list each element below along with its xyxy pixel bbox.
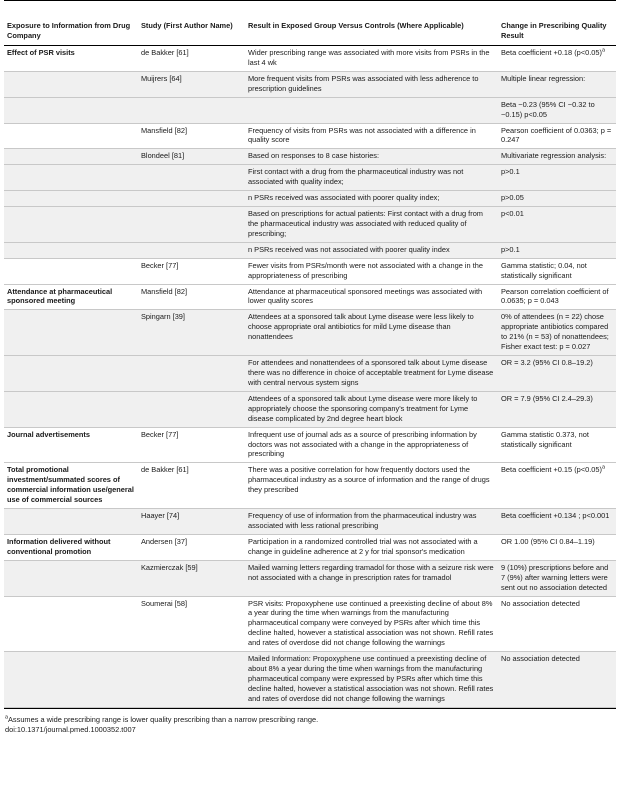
result-cell [245, 71, 498, 97]
exposure-cell-text: Attendance at pharmaceutical sponsored meeting [7, 286, 113, 306]
result-cell-text: Mailed warning letters regarding tramadol for those with a seizure risk were not associated with a change in prescription rates for tramadol [248, 562, 494, 582]
study-cell-text: de Bakker [61] [141, 47, 189, 57]
change-cell [498, 71, 616, 97]
table-header [4, 1, 616, 46]
result-cell [245, 191, 498, 207]
result-cell [245, 560, 498, 596]
table-row [4, 310, 616, 356]
table-row [4, 463, 616, 509]
change-cell [498, 191, 616, 207]
change-cell [498, 463, 616, 509]
result-cell [245, 391, 498, 427]
table-row [4, 356, 616, 392]
result-cell [245, 123, 498, 149]
change-cell-text: Beta coefficient +0.15 (p<0.05) [501, 465, 602, 475]
result-cell [245, 284, 498, 310]
table-footnote [4, 715, 616, 725]
study-cell [138, 560, 245, 596]
exposure-cell [4, 596, 138, 652]
result-cell-text: For attendees and nonattendees of a sponsored talk about Lyme disease there was no difference in choice of acceptable treatment for Lyme disease with central nervous system signs [248, 358, 494, 387]
exposure-cell [4, 652, 138, 708]
exposure-cell [4, 391, 138, 427]
study-cell-text: Becker [77] [141, 260, 179, 270]
exposure-cell [4, 560, 138, 596]
change-cell [498, 207, 616, 243]
exposure-cell-text: Information delivered without conventional promotion [7, 536, 111, 556]
change-cell [498, 560, 616, 596]
result-cell-text: Attendance at pharmaceutical sponsored meetings was associated with lower quality scores [248, 286, 483, 306]
header-change: Change in Prescribing Quality Result [501, 21, 607, 40]
result-cell [245, 149, 498, 165]
footnote-reference: a [601, 464, 605, 471]
exposure-cell [4, 191, 138, 207]
table-row [4, 509, 616, 535]
change-cell [498, 284, 616, 310]
study-cell [138, 356, 245, 392]
header-row [4, 1, 616, 46]
table-row [4, 71, 616, 97]
table-row [4, 97, 616, 123]
table-row [4, 596, 616, 652]
result-cell [245, 534, 498, 560]
exposure-cell [4, 463, 138, 509]
change-cell [498, 534, 616, 560]
change-cell-text: No association detected [501, 598, 580, 608]
study-cell-text: de Bakker [61] [141, 465, 189, 475]
table-row [4, 149, 616, 165]
change-cell-text: Pearson correlation coefficient of 0.0635; p = 0.043 [501, 286, 609, 306]
study-cell [138, 258, 245, 284]
exposure-cell [4, 165, 138, 191]
exposure-cell [4, 258, 138, 284]
result-cell [245, 509, 498, 535]
doi-link[interactable]: doi:10.1371/journal.pmed.1000352.t007 [5, 724, 136, 734]
study-cell [138, 191, 245, 207]
study-cell [138, 71, 245, 97]
change-cell-text: Beta coefficient +0.134 ; p<0.001 [501, 511, 610, 521]
exposure-cell [4, 534, 138, 560]
results-table [4, 0, 616, 708]
study-cell-text: Mansfield [82] [141, 286, 188, 296]
header-result: Result in Exposed Group Versus Controls (Where Applicable) [248, 21, 464, 30]
exposure-cell [4, 97, 138, 123]
table-row [4, 284, 616, 310]
result-cell-text: Infrequent use of journal ads as a source of prescribing information by doctors was not associated with a change in the appropriateness of prescribing [248, 429, 477, 459]
table-row [4, 258, 616, 284]
table-bottom-rule [4, 708, 616, 709]
study-cell [138, 45, 245, 71]
result-cell [245, 97, 498, 123]
exposure-cell [4, 149, 138, 165]
study-cell [138, 534, 245, 560]
change-cell [498, 97, 616, 123]
table-row [4, 560, 616, 596]
table-row [4, 427, 616, 463]
study-cell [138, 284, 245, 310]
change-cell [498, 596, 616, 652]
study-cell-text: Andersen [37] [141, 536, 188, 546]
change-cell-text: Multiple linear regression: [501, 73, 586, 83]
exposure-cell [4, 123, 138, 149]
result-cell [245, 310, 498, 356]
table-row [4, 45, 616, 71]
result-cell [245, 258, 498, 284]
study-cell [138, 207, 245, 243]
result-cell-text: Wider prescribing range was associated with more visits from PSRs in the last 4 wk [248, 47, 490, 67]
change-cell [498, 258, 616, 284]
result-cell [245, 207, 498, 243]
change-cell-text: Multivariate regression analysis: [501, 151, 607, 161]
study-cell [138, 97, 245, 123]
result-cell [245, 356, 498, 392]
study-cell [138, 509, 245, 535]
study-cell-text: Muijrers [64] [141, 73, 182, 83]
result-cell-text: Frequency of use of information from the pharmaceutical industry was associated with less rational prescribing [248, 511, 477, 530]
footnote-reference: a [601, 47, 605, 54]
table-row [4, 534, 616, 560]
change-cell-text: p<0.01 [501, 209, 524, 219]
change-cell-text: Beta −0.23 (95% CI −0.32 to −0.15) p<0.05 [501, 99, 595, 119]
result-cell-text: Mailed Information: Propoxyphene use continued a preexisting decline of about 8% a year during the time when warnings from the manufacturing pharmaceutical company were expressed by PSRs after which time this decline halted, however a statistical association was not shown. Refill rates and rates of overdose did not change following the warnings [248, 654, 494, 703]
change-cell [498, 310, 616, 356]
study-cell-text: Spingarn [39] [141, 312, 185, 322]
exposure-cell [4, 356, 138, 392]
result-cell-text: Fewer visits from PSRs/month were not associated with a change in the appropriateness of prescribing [248, 260, 483, 280]
study-cell-text: Haayer [74] [141, 511, 180, 521]
study-cell [138, 165, 245, 191]
table-row [4, 207, 616, 243]
table-row [4, 242, 616, 258]
result-cell-text: Based on prescriptions for actual patients: First contact with a drug from the pharmaceutical industry was associated with reduced quality of prescribing; [248, 209, 483, 238]
exposure-cell-text: Journal advertisements [7, 429, 90, 439]
result-cell-text: More frequent visits from PSRs was associated with less adherence to prescription guidelines [248, 73, 479, 93]
change-cell-text: p>0.05 [501, 193, 524, 203]
study-cell [138, 242, 245, 258]
result-cell [245, 463, 498, 509]
footnote-marker: a [5, 714, 8, 721]
study-cell [138, 652, 245, 708]
result-cell-text: PSR visits: Propoxyphene use continued a preexisting decline of about 8% a year during the time when warnings from the manufacturing pharmaceutical company were conveyed by PSRs after which time this decline halted, however a statistical association was not shown. Refill rates and rates of overdose did not change following the warnings [248, 598, 494, 648]
change-cell [498, 242, 616, 258]
result-cell [245, 45, 498, 71]
exposure-cell [4, 71, 138, 97]
study-cell [138, 123, 245, 149]
result-cell [245, 652, 498, 708]
change-cell-text: 9 (10%) prescriptions before and 7 (9%) after warning letters were sent out no association detected [501, 562, 609, 592]
change-cell-text: Pearson coefficient of 0.0363; p = 0.247 [501, 125, 612, 145]
result-cell-text: n PSRs received was associated with poorer quality index; [248, 193, 440, 203]
study-cell [138, 310, 245, 356]
result-cell-text: First contact with a drug from the pharmaceutical industry was not associated with quality index; [248, 167, 464, 187]
result-cell [245, 427, 498, 463]
result-cell-text: n PSRs received was not associated with poorer quality index [248, 244, 450, 254]
result-cell-text: Participation in a randomized controlled trial was not associated with a change in guideline adherence at 2 y for trial sponsor's medication [248, 536, 478, 556]
study-cell-text: Becker [77] [141, 429, 179, 439]
study-cell [138, 427, 245, 463]
change-cell-text: No association detected [501, 654, 580, 664]
change-cell-text: 0% of attendees (n = 22) chose appropriate antibiotics compared to 21% (n = 53) of nonattendees; Fisher exact test: p = 0.027 [501, 312, 609, 352]
result-cell [245, 596, 498, 652]
change-cell [498, 123, 616, 149]
study-cell-text: Kazmierczak [59] [141, 562, 198, 572]
result-cell [245, 242, 498, 258]
exposure-cell [4, 242, 138, 258]
table-row [4, 191, 616, 207]
table-row [4, 123, 616, 149]
exposure-cell [4, 509, 138, 535]
result-cell-text: Based on responses to 8 case histories: [248, 151, 380, 161]
change-cell-text: OR 1.00 (95% CI 0.84–1.19) [501, 536, 595, 546]
header-study: Study (First Author Name) [141, 21, 233, 30]
study-cell [138, 596, 245, 652]
table-body [4, 45, 616, 707]
change-cell [498, 45, 616, 71]
table-row [4, 391, 616, 427]
header-exposure: Exposure to Information from Drug Company [7, 21, 131, 40]
change-cell-text: p>0.1 [501, 244, 520, 254]
exposure-cell [4, 45, 138, 71]
change-cell [498, 391, 616, 427]
change-cell [498, 356, 616, 392]
change-cell [498, 427, 616, 463]
change-cell [498, 165, 616, 191]
exposure-cell-text: Effect of PSR visits [7, 47, 75, 57]
change-cell-text: Beta coefficient +0.18 (p<0.05) [501, 47, 602, 57]
exposure-cell [4, 284, 138, 310]
change-cell-text: p>0.1 [501, 167, 520, 177]
study-cell-text: Mansfield [82] [141, 125, 188, 135]
change-cell [498, 652, 616, 708]
result-cell-text: Attendees of a sponsored talk about Lyme disease were more likely to appropriately choose the sponsoring company's treatment for Lyme disease complicated by 2nd degree heart block [248, 393, 478, 423]
change-cell [498, 149, 616, 165]
exposure-cell [4, 427, 138, 463]
study-cell-text: Soumerai [58] [141, 598, 188, 608]
change-cell-text: OR = 7.9 (95% CI 2.4–29.3) [501, 393, 593, 403]
study-cell [138, 391, 245, 427]
study-cell [138, 149, 245, 165]
change-cell [498, 509, 616, 535]
exposure-cell [4, 207, 138, 243]
result-cell-text: Frequency of visits from PSRs was not associated with a difference in quality score [248, 125, 476, 145]
exposure-cell-text: Total promotional investment/summated scores of commercial information use/general use of commercial sources [7, 465, 134, 505]
change-cell-text: Gamma statistic 0.373, not statistically significant [501, 429, 589, 449]
change-cell-text: Gamma statistic; 0.04, not statistically significant [501, 260, 587, 280]
study-cell [138, 463, 245, 509]
change-cell-text: OR = 3.2 (95% CI 0.8–19.2) [501, 358, 593, 368]
result-cell [245, 165, 498, 191]
table-row [4, 165, 616, 191]
exposure-cell [4, 310, 138, 356]
footnote-text: Assumes a wide prescribing range is lower quality prescribing than a narrow prescribing range. [8, 714, 319, 724]
result-cell-text: There was a positive correlation for how frequently doctors used the pharmaceutical industry as a source of information and the range of drugs they prescribed [248, 465, 490, 495]
table-row [4, 652, 616, 708]
result-cell-text: Attendees at a sponsored talk about Lyme disease were less likely to choose appropriate oral antibiotics for mild Lyme disease than nonattendees [248, 312, 474, 342]
study-cell-text: Blondeel [81] [141, 151, 185, 161]
